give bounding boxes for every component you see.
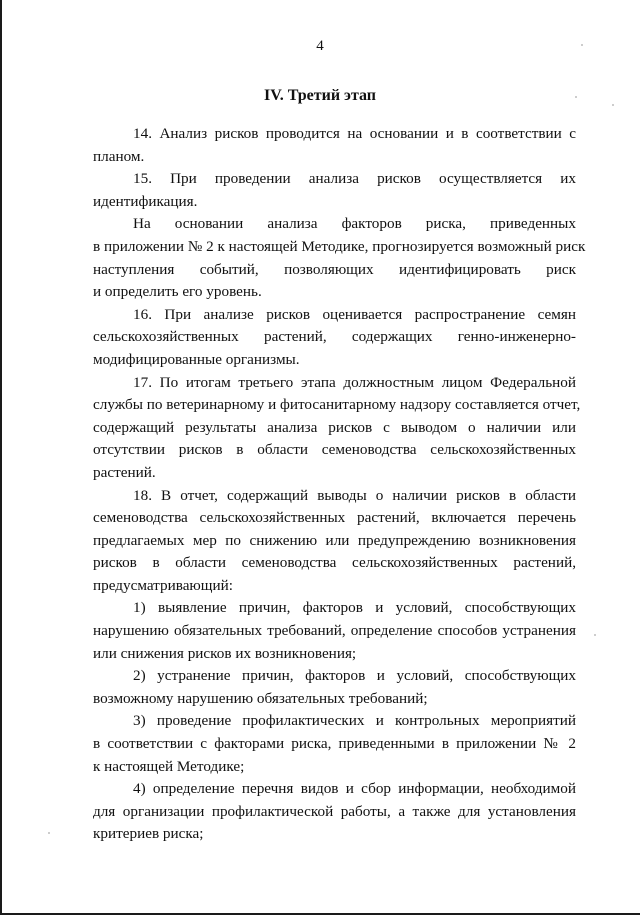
paragraph-p18-3 (93, 710, 576, 778)
text-line: в приложении № 2 к настоящей Методике, прогнозируется возможный риск (93, 237, 586, 255)
text-line: для организации профилактической работы, а также для установления (93, 802, 576, 820)
text-line: планом. (93, 147, 145, 165)
text-line: предлагаемых мер по снижению или предупреждению возникновения (93, 531, 576, 549)
text-line: 4) определение перечня видов и сбор информации, необходимой (133, 780, 576, 798)
section-title: IV. Третий этап (263, 87, 377, 104)
paragraph-p17 (93, 372, 581, 485)
text-line: отсутствии рисков в области семеноводства сельскохозяйственных (93, 441, 576, 459)
paragraph-p15 (93, 168, 576, 213)
text-line: возможному нарушению обязательных требований; (93, 689, 428, 707)
scan-speck (594, 634, 596, 636)
text-line: нарушению обязательных требований, определение способов устранения (93, 622, 576, 640)
text-line: 3) проведение профилактических и контрольных мероприятий (133, 712, 576, 730)
text-line: 15. При проведении анализа рисков осуществляется их (133, 170, 576, 188)
text-line: семеноводства сельскохозяйственных растений, включается перечень (93, 509, 576, 527)
text-line: идентификация. (93, 192, 198, 210)
text-line: к настоящей Методике; (93, 757, 245, 775)
paragraph-p14 (93, 123, 576, 168)
scan-speck (48, 832, 50, 834)
text-line: 16. При анализе рисков оценивается распространение семян (133, 305, 576, 323)
text-line: 17. По итогам третьего этапа должностным лицом Федеральной (133, 373, 576, 391)
text-line: модифицированные организмы. (93, 350, 300, 368)
paragraph-p16 (93, 304, 576, 372)
text-line: критериев риска; (93, 825, 204, 843)
text-line: службы по ветеринарному и фитосанитарному надзору составляется отчет, (93, 396, 581, 414)
text-line: 18. В отчет, содержащий выводы о наличии рисков в области (133, 486, 576, 504)
text-line: в соответствии с факторами риска, приведенными в приложении № 2 (93, 735, 576, 753)
scan-edge-left (0, 0, 2, 915)
page-number: 4 (316, 38, 324, 54)
text-line: и определить его уровень. (93, 283, 262, 301)
text-line: растений. (93, 463, 156, 481)
paragraph-p18-2 (93, 665, 576, 710)
text-line: предусматривающий: (93, 576, 233, 594)
text-line: рисков в области семеноводства сельскохозяйственных растений, (93, 554, 576, 572)
document-body (93, 123, 586, 846)
paragraph-p15b (93, 213, 586, 303)
text-line: 14. Анализ рисков проводится на основании и в соответствии с (133, 125, 576, 142)
text-line: сельскохозяйственных растений, содержащих генно-инженерно- (93, 328, 576, 346)
text-line: 1) выявление причин, факторов и условий, способствующих (133, 599, 576, 617)
paragraph-p18-4 (93, 778, 576, 846)
paragraph-p18 (93, 485, 576, 598)
text-line: или снижения рисков их возникновения; (93, 644, 357, 662)
text-line: наступления событий, позволяющих идентифицировать риск (93, 260, 576, 278)
text-line: На основании анализа факторов риска, приведенных (133, 215, 576, 233)
text-line: 2) устранение причин, факторов и условий, способствующих (133, 667, 576, 685)
paragraph-p18-1 (93, 597, 576, 665)
text-line: содержащий результаты анализа рисков с выводом о наличии или (93, 418, 576, 436)
